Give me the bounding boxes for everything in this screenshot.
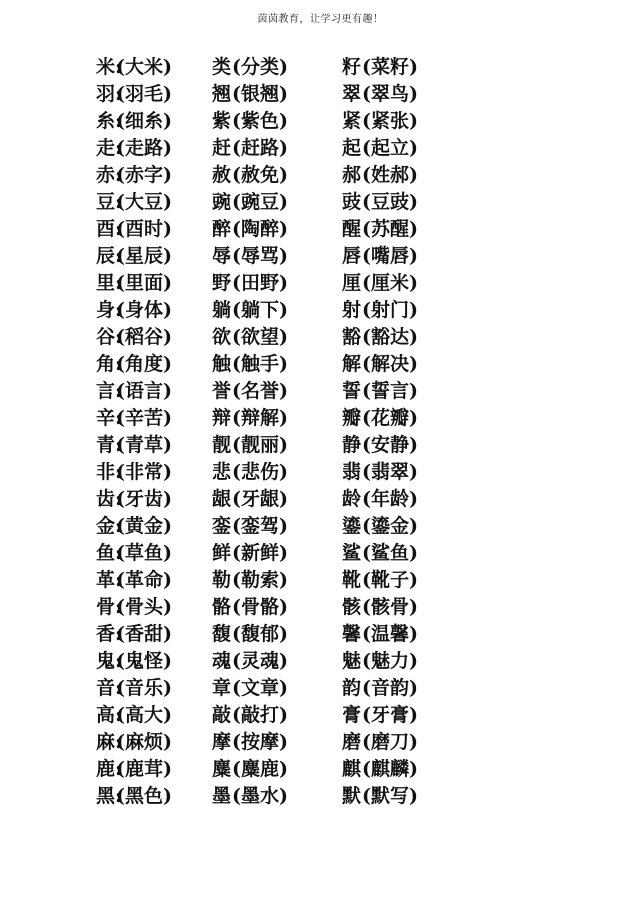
char-b: 靴 (342, 569, 362, 591)
list-item (96, 108, 496, 135)
char-a: 欲 (212, 326, 232, 348)
char-b: 誓 (342, 380, 362, 402)
char-b: 厘 (342, 272, 362, 294)
char-b-word: (骸骨) (362, 596, 418, 618)
char-a: 触 (212, 353, 232, 375)
char-b-word: (鲨鱼) (362, 542, 418, 564)
char-a-word: (紫色) (232, 110, 288, 132)
radical-char: 香: (96, 623, 123, 645)
char-b-word: (豆豉) (362, 191, 418, 213)
radical-word: (细糸) (116, 110, 172, 132)
radical-word: (草鱼) (116, 542, 172, 564)
radical-char: 辰: (96, 245, 123, 267)
radical-char: 羽: (96, 83, 123, 105)
radical-word: (鹿茸) (116, 758, 172, 780)
char-a-word: (牙龈) (232, 488, 288, 510)
char-b-word: (苏醒) (362, 218, 418, 240)
char-b: 豁 (342, 326, 362, 348)
char-a: 紫 (212, 110, 232, 132)
char-b: 郝 (342, 164, 362, 186)
char-b-word: (誓言) (362, 380, 418, 402)
char-b-word: (姓郝) (362, 164, 418, 186)
list-item (96, 783, 496, 810)
char-b: 翠 (342, 83, 362, 105)
char-b: 解 (342, 353, 362, 375)
radical-word: (大米) (116, 56, 172, 78)
char-b: 骸 (342, 596, 362, 618)
char-b-word: (魅力) (362, 650, 418, 672)
char-b: 鎏 (342, 515, 362, 537)
radical-char: 赤: (96, 164, 123, 186)
char-a-word: (墨水) (232, 785, 288, 807)
char-b-word: (安静) (362, 434, 418, 456)
char-a-word: (按摩) (232, 731, 288, 753)
radical-char: 酉: (96, 218, 123, 240)
char-a: 骼 (212, 596, 232, 618)
char-b-word: (紧张) (362, 110, 418, 132)
char-a: 悲 (212, 461, 232, 483)
radical-word: (黄金) (116, 515, 172, 537)
char-a-word: (馥郁) (232, 623, 288, 645)
char-b: 魅 (342, 650, 362, 672)
list-item (96, 675, 496, 702)
radical-char: 麻: (96, 731, 123, 753)
radical-word: (语言) (116, 380, 172, 402)
radical-char: 非: (96, 461, 123, 483)
char-b-word: (花瓣) (362, 407, 418, 429)
char-a: 醉 (212, 218, 232, 240)
char-a-word: (文章) (232, 677, 288, 699)
char-a: 銮 (212, 515, 232, 537)
char-b-word: (磨刀) (362, 731, 418, 753)
char-b: 籽 (342, 56, 362, 78)
char-b: 磨 (342, 731, 362, 753)
char-b: 起 (342, 137, 362, 159)
char-a-word: (赶路) (232, 137, 288, 159)
char-b-word: (射门) (362, 299, 418, 321)
radical-word: (酉时) (116, 218, 172, 240)
char-b: 馨 (342, 623, 362, 645)
char-a: 墨 (212, 785, 232, 807)
list-item (96, 594, 496, 621)
list-item (96, 378, 496, 405)
char-a: 豌 (212, 191, 232, 213)
char-a: 躺 (212, 299, 232, 321)
char-b-word: (牙膏) (362, 704, 418, 726)
radical-word: (麻烦) (116, 731, 172, 753)
char-b: 静 (342, 434, 362, 456)
list-item (96, 216, 496, 243)
char-b: 醒 (342, 218, 362, 240)
radical-word: (辛苦) (116, 407, 172, 429)
char-a-word: (靓丽) (232, 434, 288, 456)
char-a-word: (新鲜) (232, 542, 288, 564)
radical-char: 骨: (96, 596, 123, 618)
char-a: 辩 (212, 407, 232, 429)
char-b-word: (温馨) (362, 623, 418, 645)
char-b-word: (鎏金) (362, 515, 418, 537)
char-b-word: (解决) (362, 353, 418, 375)
radical-char: 鱼: (96, 542, 123, 564)
list-item (96, 351, 496, 378)
radical-word: (革命) (116, 569, 172, 591)
list-item (96, 756, 496, 783)
char-a-word: (欲望) (232, 326, 288, 348)
char-a: 野 (212, 272, 232, 294)
char-a: 誉 (212, 380, 232, 402)
char-a: 类 (212, 56, 232, 78)
list-item (96, 540, 496, 567)
char-a-word: (躺下) (232, 299, 288, 321)
char-b: 豉 (342, 191, 362, 213)
char-a: 龈 (212, 488, 232, 510)
list-item (96, 513, 496, 540)
radical-char: 高: (96, 704, 123, 726)
char-a-word: (银翘) (232, 83, 288, 105)
char-a-word: (辱骂) (232, 245, 288, 267)
radical-word: (青草) (116, 434, 172, 456)
radical-word: (骨头) (116, 596, 172, 618)
char-b: 翡 (342, 461, 362, 483)
list-item (96, 702, 496, 729)
radical-char: 音: (96, 677, 123, 699)
radical-char: 豆: (96, 191, 123, 213)
list-item (96, 405, 496, 432)
char-a-word: (触手) (232, 353, 288, 375)
list-item (96, 459, 496, 486)
char-a: 章 (212, 677, 232, 699)
radical-char: 走: (96, 137, 123, 159)
list-item (96, 81, 496, 108)
char-b-word: (音韵) (362, 677, 418, 699)
radical-word: (里面) (116, 272, 172, 294)
char-a: 赶 (212, 137, 232, 159)
radical-char: 言: (96, 380, 123, 402)
radical-word: (走路) (116, 137, 172, 159)
char-b-word: (年龄) (362, 488, 418, 510)
list-item (96, 486, 496, 513)
radical-char: 青: (96, 434, 123, 456)
char-a: 勒 (212, 569, 232, 591)
char-b: 默 (342, 785, 362, 807)
radical-word: (鬼怪) (116, 650, 172, 672)
char-b-word: (翠鸟) (362, 83, 418, 105)
char-a: 魂 (212, 650, 232, 672)
list-item (96, 189, 496, 216)
radical-word: (稻谷) (116, 326, 172, 348)
char-b: 麒 (342, 758, 362, 780)
char-a-word: (灵魂) (232, 650, 288, 672)
char-a-word: (勒索) (232, 569, 288, 591)
char-b-word: (靴子) (362, 569, 418, 591)
char-a-word: (赦免) (232, 164, 288, 186)
radical-word: (非常) (116, 461, 172, 483)
radical-word: (音乐) (116, 677, 172, 699)
radical-char: 鬼: (96, 650, 123, 672)
char-b: 瓣 (342, 407, 362, 429)
radical-word: (香甜) (116, 623, 172, 645)
char-a: 鲜 (212, 542, 232, 564)
char-a: 敲 (212, 704, 232, 726)
list-item (96, 135, 496, 162)
list-item (96, 621, 496, 648)
radical-char: 身: (96, 299, 123, 321)
radical-word: (黑色) (116, 785, 172, 807)
list-item (96, 432, 496, 459)
radical-word: (星辰) (116, 245, 172, 267)
char-a: 麋 (212, 758, 232, 780)
char-b-word: (默写) (362, 785, 418, 807)
char-b-word: (嘴唇) (362, 245, 418, 267)
radical-char: 糸: (96, 110, 123, 132)
char-a: 馥 (212, 623, 232, 645)
radical-char: 鹿: (96, 758, 123, 780)
list-item (96, 729, 496, 756)
radical-char: 里: (96, 272, 123, 294)
char-b: 唇 (342, 245, 362, 267)
list-item (96, 324, 496, 351)
char-a-word: (田野) (232, 272, 288, 294)
radical-word: (大豆) (116, 191, 172, 213)
radical-char: 米: (96, 56, 123, 78)
char-a-word: (豌豆) (232, 191, 288, 213)
radical-char: 谷: (96, 326, 123, 348)
char-a-word: (銮驾) (232, 515, 288, 537)
radical-char: 辛: (96, 407, 123, 429)
char-a-word: (骨骼) (232, 596, 288, 618)
list-item (96, 648, 496, 675)
radical-word: (角度) (116, 353, 172, 375)
radical-char: 齿: (96, 488, 123, 510)
char-b-word: (麒麟) (362, 758, 418, 780)
char-a: 辱 (212, 245, 232, 267)
char-a: 摩 (212, 731, 232, 753)
char-b-word: (菜籽) (362, 56, 418, 78)
list-item (96, 243, 496, 270)
page-header: 茵茵教育，让学习更有趣！ (257, 14, 384, 25)
char-b: 龄 (342, 488, 362, 510)
char-a: 靓 (212, 434, 232, 456)
radical-char: 黑: (96, 785, 123, 807)
radical-char: 金: (96, 515, 123, 537)
char-a-word: (悲伤) (232, 461, 288, 483)
char-b-word: (厘米) (362, 272, 418, 294)
char-b: 韵 (342, 677, 362, 699)
radical-char: 角: (96, 353, 123, 375)
char-a-word: (分类) (232, 56, 288, 78)
list-item (96, 54, 496, 81)
list-item (96, 567, 496, 594)
radical-char: 革: (96, 569, 123, 591)
char-b: 射 (342, 299, 362, 321)
radical-word: (牙齿) (116, 488, 172, 510)
list-item (96, 297, 496, 324)
char-b: 膏 (342, 704, 362, 726)
char-b: 紧 (342, 110, 362, 132)
char-a-word: (名誉) (232, 380, 288, 402)
char-a: 翘 (212, 83, 232, 105)
radical-word: (高大) (116, 704, 172, 726)
list-item (96, 270, 496, 297)
char-b-word: (豁达) (362, 326, 418, 348)
char-a-word: (辩解) (232, 407, 288, 429)
char-a-word: (陶醉) (232, 218, 288, 240)
character-list (96, 54, 496, 810)
char-a-word: (麋鹿) (232, 758, 288, 780)
list-item (96, 162, 496, 189)
char-a-word: (敲打) (232, 704, 288, 726)
radical-word: (赤字) (116, 164, 172, 186)
char-a: 赦 (212, 164, 232, 186)
radical-word: (身体) (116, 299, 172, 321)
char-b: 鲨 (342, 542, 362, 564)
radical-word: (羽毛) (116, 83, 172, 105)
char-b-word: (翡翠) (362, 461, 418, 483)
char-b-word: (起立) (362, 137, 418, 159)
